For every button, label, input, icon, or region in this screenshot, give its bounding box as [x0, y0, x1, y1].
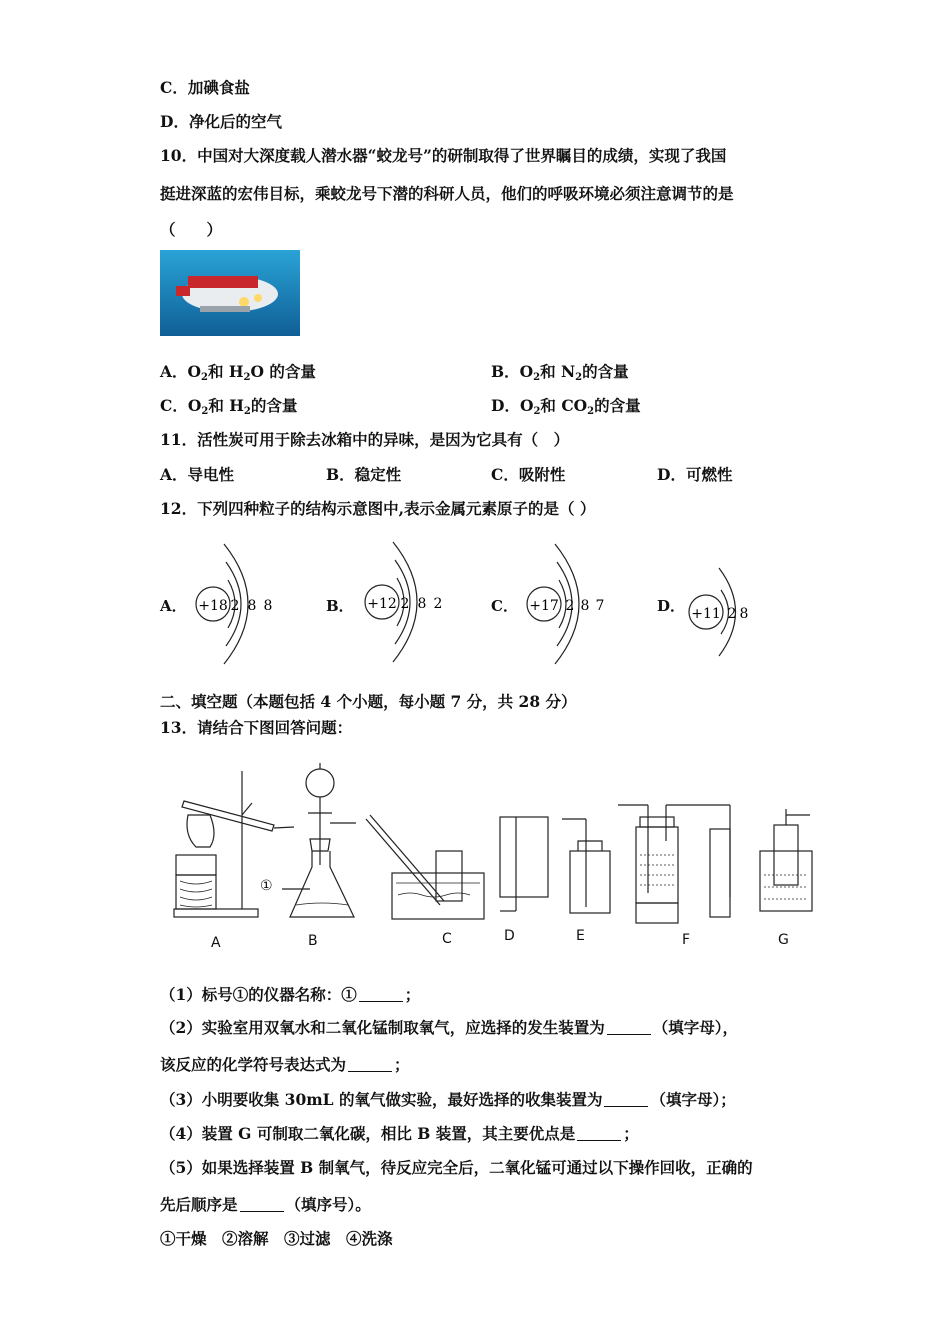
- atom-d-shell-1: 2: [727, 606, 737, 622]
- atom-a-label: A．: [160, 597, 187, 615]
- apparatus-diagram: [170, 755, 820, 955]
- atom-a-diagram: [190, 540, 280, 670]
- q10-option-a: A．$O_2$和 $H_2O$ 的含量: [160, 362, 316, 383]
- marker-1: ①: [260, 878, 273, 894]
- label-e: E: [576, 928, 585, 944]
- atom-d-shell-2: 8: [739, 606, 749, 622]
- q13-part3: （3）小明要收集 30mL 的氧气做实验，最好选择的收集装置为 （填字母）；: [160, 1090, 736, 1109]
- q13-part4: （4）装置 G 可制取二氧化碳，相比 B 装置，其主要优点是 ；: [160, 1124, 639, 1143]
- section2-title: 二、填空题（本题包括 4 个小题，每小题 7 分，共 28 分）: [160, 692, 577, 711]
- apparatus-d: [500, 817, 548, 911]
- apparatus-g: [760, 809, 812, 911]
- atom-a-shell-1: 2: [230, 598, 240, 614]
- label-b: B: [308, 933, 318, 949]
- atom-a-shell-2: 8: [247, 598, 257, 614]
- atom-d-label: D．: [657, 597, 686, 615]
- atom-c-nucleus: +17: [529, 598, 559, 614]
- apparatus-c: [366, 815, 484, 919]
- atom-c-shell-3: 7: [595, 598, 605, 614]
- label-a: A: [211, 935, 221, 951]
- submarine-image: [160, 250, 300, 336]
- atom-a-nucleus: +18: [198, 598, 228, 614]
- apparatus-a: [174, 771, 294, 917]
- atom-a-shell-3: 8: [263, 598, 273, 614]
- q13-part2: （2）实验室用双氧水和二氧化锰制取氧气，应选择的发生装置为 （填字母），: [160, 1018, 739, 1037]
- atom-b-diagram: [360, 538, 450, 668]
- q11-option-d: D．可燃性: [657, 465, 733, 484]
- label-g: G: [778, 932, 789, 948]
- label-d: D: [504, 928, 515, 944]
- q13-stem: 13．请结合下图回答问题：: [160, 718, 353, 737]
- q10-option-b: B．$O_2$和 $N_2$的含量: [491, 362, 629, 383]
- label-f: F: [682, 932, 691, 948]
- atom-c-shell-2: 8: [580, 598, 590, 614]
- atom-d-nucleus: +11: [691, 606, 721, 622]
- atom-c-shell-1: 2: [565, 598, 575, 614]
- q10-option-d: D．$O_2$和 $CO_2$的含量: [491, 396, 641, 417]
- q13-part1: （1）标号①的仪器名称：① ；: [160, 985, 421, 1004]
- atom-c-label: C．: [491, 597, 518, 615]
- q10-stem-line1: 10．中国对大深度载人潜水器“蛟龙号”的研制取得了世界瞩目的成绩，实现了我国: [160, 146, 727, 165]
- label-c: C: [442, 931, 452, 947]
- q13-part5: （5）如果选择装置 B 制氧气，待反应完全后，二氧化锰可通过以下操作回收，正确的: [160, 1158, 753, 1177]
- apparatus-b: [282, 763, 356, 917]
- apparatus-f: [618, 805, 730, 923]
- atom-b-label: B．: [326, 597, 354, 615]
- q10-paren: （ ）: [160, 220, 223, 239]
- q10-stem-line2: 挺进深蓝的宏伟目标，乘蛟龙号下潜的科研人员，他们的呼吸环境必须注意调节的是: [160, 184, 734, 203]
- q11-option-b: B．稳定性: [326, 465, 402, 484]
- atom-b-shell-2: 8: [417, 596, 427, 612]
- q9-option-d: D．净化后的空气: [160, 112, 282, 131]
- atom-c-diagram: [522, 540, 612, 670]
- q11-stem: 11．活性炭可用于除去冰箱中的异味，是因为它具有（ ）: [160, 430, 570, 449]
- q11-option-c: C．吸附性: [491, 465, 566, 484]
- q9-option-c: C．加碘食盐: [160, 78, 250, 97]
- q13-part2-cont: 该反应的化学符号表达式为 ；: [160, 1055, 410, 1074]
- atom-b-nucleus: +12: [367, 596, 397, 612]
- apparatus-e: [562, 819, 610, 913]
- q13-part5-cont: 先后顺序是 （填序号）。: [160, 1195, 371, 1214]
- q13-operations: ①干燥 ②溶解 ③过滤 ④洗涤: [160, 1229, 393, 1248]
- q12-stem: 12．下列四种粒子的结构示意图中,表示金属元素原子的是（ ）: [160, 499, 596, 518]
- q11-option-a: A．导电性: [160, 465, 235, 484]
- atom-b-shell-3: 2: [433, 596, 443, 612]
- atom-d-diagram: [686, 560, 756, 670]
- atom-b-shell-1: 2: [400, 596, 410, 612]
- q10-option-c: C．$O_2$和 $H_2$的含量: [160, 396, 298, 417]
